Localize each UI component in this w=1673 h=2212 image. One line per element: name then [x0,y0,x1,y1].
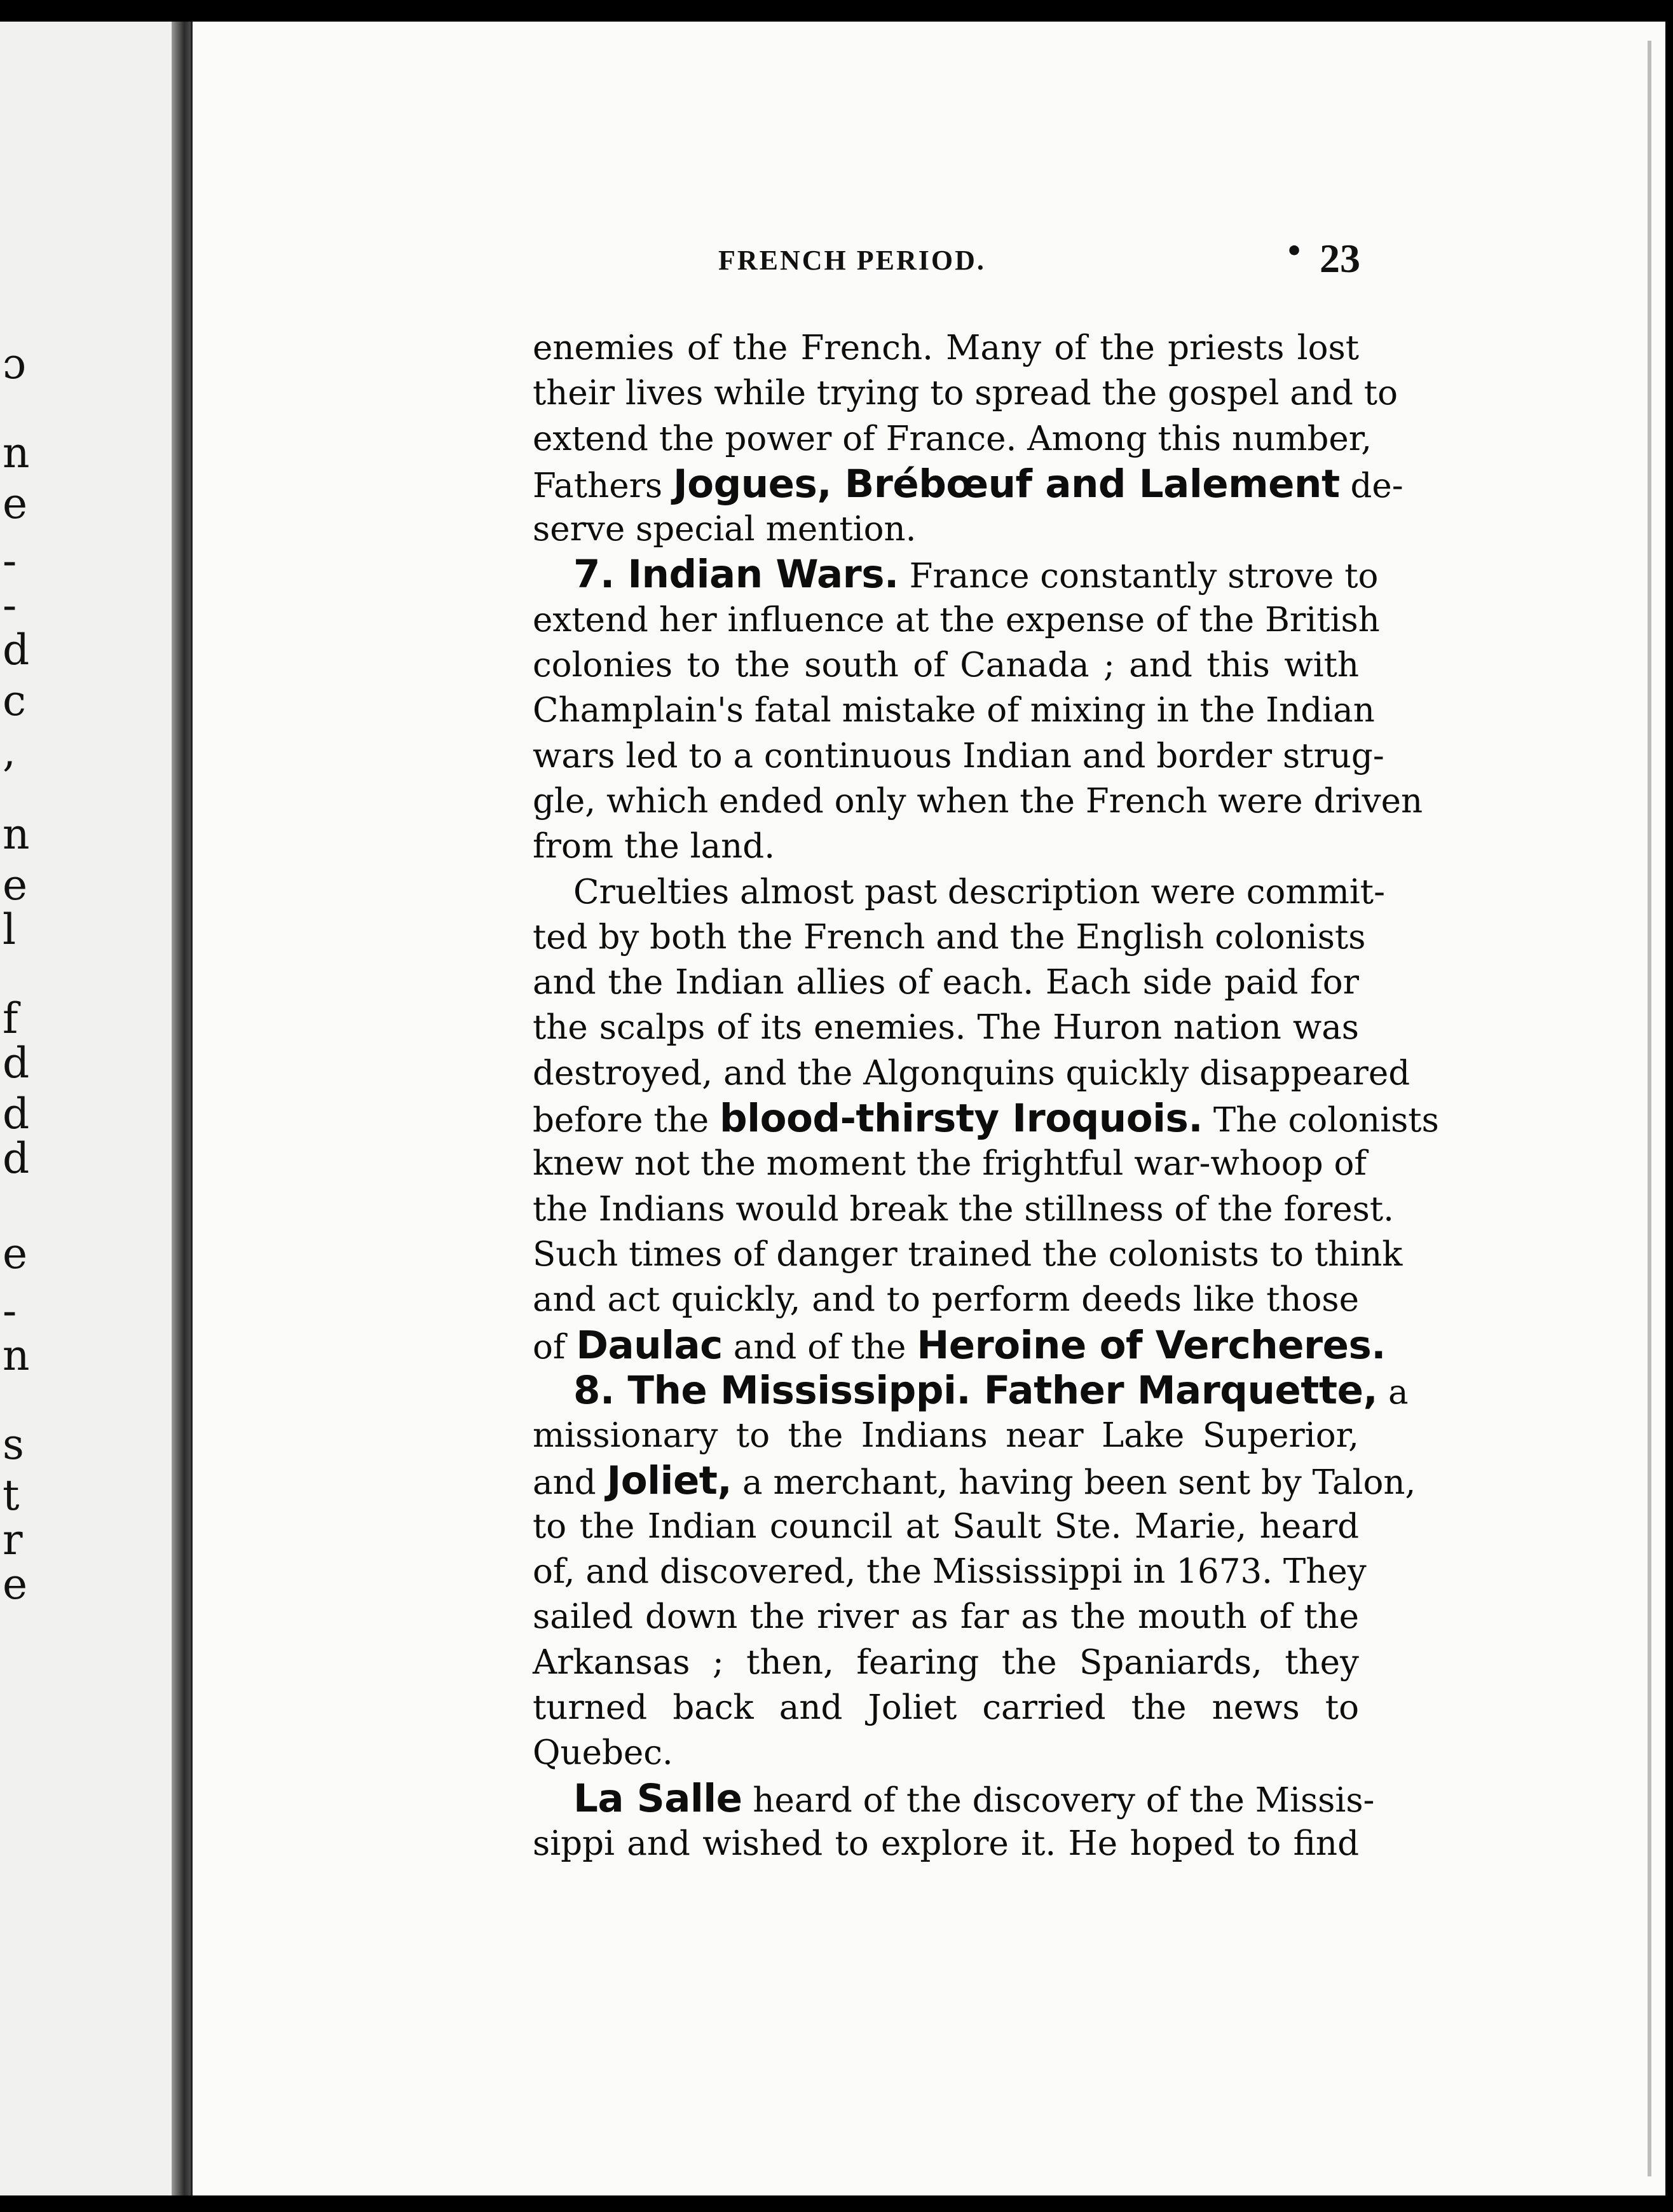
left-page-fragment: t [3,1471,20,1520]
text-run: heard of the discovery of the Missis- [742,1780,1375,1820]
text-line [533,1640,1359,1685]
left-page-fragment: r [3,1515,23,1564]
text-line [533,325,1359,371]
left-page-fragment: l [3,905,17,954]
left-page-fragment: - [3,536,17,585]
left-page-fragment: e [3,1229,28,1278]
left-page-fragment: f [3,994,18,1043]
left-page-fragment: - [3,581,17,630]
left-page-fragment: c [3,676,26,725]
text-line [533,461,1403,507]
text-line [533,1322,1386,1368]
left-page-fragment: ɔ [3,339,26,388]
left-page-fragments [0,22,191,2195]
text-line [533,1141,1367,1186]
text-run: wars led to a continuous Indian and border strug- [533,736,1384,775]
text-run: missionary to the Indians near Lake Superior, [533,1416,1359,1456]
text-run: enemies of the French. Many of the priests lost [533,329,1359,367]
text-run: serve special mention. [533,510,917,549]
bold-term: La Salle [573,1775,742,1821]
text-line [533,1232,1403,1277]
text-line [533,507,1359,552]
text-line [533,1413,1359,1458]
text-run: sippi and wished to explore it. He hoped to find [533,1824,1359,1863]
text-run: and the Indian allies of each. Each side paid for [533,963,1359,1002]
text-run: knew not the moment the frightful war-whoop of [533,1144,1367,1184]
left-page-fragment: d [3,1134,30,1183]
text-run: Fathers [533,466,673,505]
left-page-fragment: e [3,861,28,910]
page-edge [1648,41,1651,2176]
text-line [533,371,1398,416]
left-page-fragment: n [3,428,30,477]
bold-term: Heroine of Vercheres. [917,1322,1386,1368]
left-page-fragment: e [3,1560,28,1609]
text-line [533,597,1380,643]
left-page-fragment: , [3,727,16,776]
text-run: their lives while trying to spread the gospel and to [533,374,1398,413]
text-line [533,688,1375,733]
text-run: a merchant, having been sent by Talon, [732,1463,1416,1503]
left-page-fragment: - [3,1287,17,1335]
text-run: and [533,1463,607,1503]
text-run: the scalps of its enemies. The Huron nation was [533,1008,1359,1048]
text-line [533,1730,1359,1775]
text-run: colonies to the south of Canada ; and this with [533,646,1359,685]
page-number: 23 [1320,236,1360,281]
text-run: and of the [722,1327,917,1367]
text-line [533,734,1384,779]
left-page-fragment: d [3,1039,30,1088]
bold-term: 7. Indian Wars. [573,552,899,597]
text-line [533,870,1385,915]
left-page-fragment: s [3,1420,24,1469]
left-page-fragment: n [3,810,30,859]
bold-term: Joliet, [606,1458,732,1504]
text-run: extend the power of France. Among this number, [533,419,1372,458]
text-run: Champlain's fatal mistake of mixing in the Indian [533,691,1375,730]
text-line [533,915,1366,960]
text-line [533,1504,1359,1549]
bold-term: Daulac [576,1322,723,1368]
text-run: de- [1339,466,1403,505]
left-page [0,22,191,2195]
bold-term: Jogues, Brébœuf and Lalement [673,461,1340,507]
text-line [533,1821,1359,1866]
text-run: Such times of danger trained the colonists to think [533,1234,1403,1274]
text-run: extend her influence at the expense of the British [533,600,1380,639]
text-line [533,1458,1416,1504]
text-run: from the land. [533,827,775,866]
text-run: France constantly strove to [898,557,1379,596]
running-head: FRENCH PERIOD. [718,245,986,276]
text-line [533,1051,1410,1096]
text-run: of [533,1327,577,1367]
text-line [533,643,1359,688]
text-line [533,416,1372,461]
text-run: destroyed, and the Algonquins quickly disappeared [533,1053,1410,1093]
left-page-fragment: n [3,1331,30,1380]
left-page-fragment: d [3,625,30,674]
text-line [533,960,1359,1005]
text-line [533,1096,1439,1142]
text-line [533,552,1379,597]
text-line [533,1367,1409,1413]
text-line [533,1775,1375,1821]
header-dot: • [1285,235,1304,268]
text-line [533,1685,1359,1730]
text-run: gle, which ended only when the French were driven [533,781,1423,821]
text-line [533,1277,1359,1322]
text-run: before the [533,1101,720,1140]
text-run: to the Indian council at Sault Ste. Marie, heard [533,1506,1359,1546]
text-run: Quebec. [533,1733,673,1773]
text-run: The colonists [1203,1101,1439,1140]
text-run: of, and discovered, the Mississippi in 1673. They [533,1552,1367,1592]
text-run: the Indians would break the stillness of the forest. [533,1189,1395,1229]
left-page-fragment: e [3,479,28,528]
left-page-fragment: d [3,1089,30,1138]
text-line [533,1187,1395,1232]
page-header [502,235,1360,292]
text-line [533,779,1423,824]
text-run: sailed down the river as far as the mouth of the [533,1597,1359,1637]
text-line [533,1594,1359,1639]
bold-term: blood-thirsty Iroquois. [720,1096,1203,1142]
text-run: turned back and Joliet carried the news to [533,1688,1359,1727]
text-run: a [1377,1372,1409,1412]
body-text [533,325,1439,1866]
text-line [533,1549,1367,1594]
bold-term: 8. The Mississippi. Father Marquette, [573,1367,1378,1413]
text-run: Cruelties almost past description were commit- [573,872,1385,911]
text-run: Arkansas ; then, fearing the Spaniards, they [533,1642,1359,1682]
text-run: ted by both the French and the English colonists [533,917,1366,957]
text-line [533,824,1359,869]
text-run: and act quickly, and to perform deeds like those [533,1280,1359,1320]
text-line [533,1005,1359,1050]
